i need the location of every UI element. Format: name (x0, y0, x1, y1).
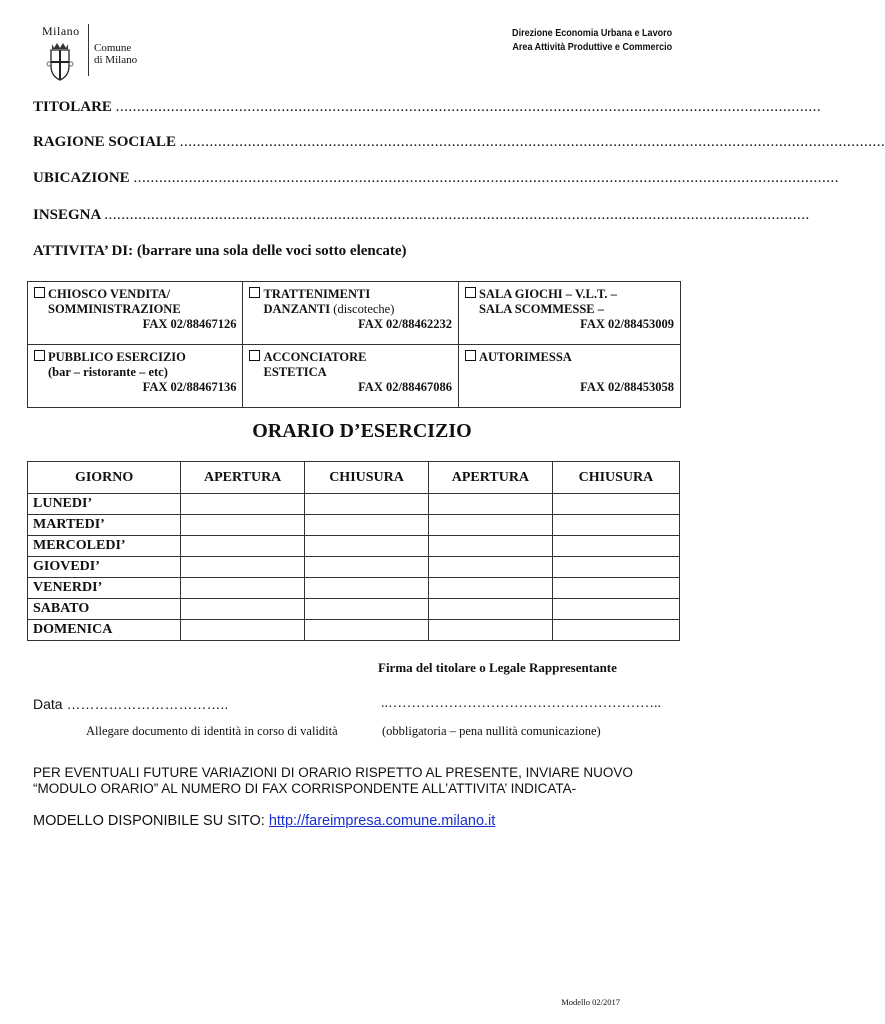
activity-fax: FAX 02/88462232 (358, 317, 452, 331)
table-row (28, 578, 680, 599)
orario-title: ORARIO D’ESERCIZIO (252, 420, 472, 442)
activity-line1: AUTORIMESSA (478, 350, 572, 364)
activity-fax: FAX 02/88467126 (142, 317, 237, 331)
time-cell[interactable] (181, 494, 305, 515)
time-cell[interactable] (305, 494, 429, 515)
time-cell[interactable] (428, 578, 552, 599)
table-row (28, 515, 680, 536)
table-row (28, 536, 680, 557)
time-cell[interactable] (552, 515, 679, 536)
activity-line2: SALA SCOMMESSE – (478, 302, 604, 316)
time-cell[interactable] (181, 620, 305, 641)
modello-version: Modello 02/2017 (561, 997, 620, 1007)
time-cell[interactable] (552, 494, 679, 515)
time-cell[interactable] (552, 620, 679, 641)
allegare-note: Allegare documento di identità in corso di validità (86, 724, 338, 738)
hours-table (27, 461, 680, 641)
ubicazione-label: UBICAZIONE (33, 170, 130, 186)
logo-comune-line1: Comune (94, 42, 132, 54)
data-field[interactable]: Data …………………………….. (33, 696, 229, 712)
time-cell[interactable] (428, 494, 552, 515)
time-cell[interactable] (428, 557, 552, 578)
activity-line2: (bar – ristorante – etc) (48, 365, 168, 379)
activity-option[interactable] (458, 282, 680, 345)
titolare-dots: ...................................................................................................................................................................... (115, 99, 822, 115)
time-cell[interactable] (181, 578, 305, 599)
logo-comune-text (94, 42, 137, 66)
day-cell: GIOVEDI’ (28, 557, 181, 578)
time-cell[interactable] (428, 620, 552, 641)
day-cell: SABATO (28, 599, 181, 620)
logo-comune-line2: di Milano (94, 54, 138, 66)
time-cell[interactable] (305, 599, 429, 620)
checkbox[interactable] (249, 350, 260, 361)
checkbox[interactable] (34, 287, 45, 298)
time-cell[interactable] (552, 536, 679, 557)
activity-option[interactable] (28, 345, 243, 408)
time-cell[interactable] (305, 578, 429, 599)
time-cell[interactable] (428, 599, 552, 620)
insegna-label: INSEGNA (33, 207, 101, 223)
time-cell[interactable] (305, 620, 429, 641)
department-header (512, 26, 672, 54)
sito-link[interactable]: http://fareimpresa.comune.milano.it (268, 813, 496, 829)
activity-line1: CHIOSCO VENDITA/ (48, 287, 171, 301)
activity-line2 (465, 365, 674, 380)
time-cell[interactable] (305, 515, 429, 536)
table-row (28, 599, 680, 620)
ragione-sociale-label: RAGIONE SOCIALE (33, 134, 176, 150)
day-cell: VENERDI’ (28, 578, 181, 599)
checkbox[interactable] (249, 287, 260, 298)
comune-milano-logo (40, 24, 150, 84)
activity-option[interactable] (28, 282, 243, 345)
activity-option[interactable] (458, 345, 680, 408)
time-cell[interactable] (181, 599, 305, 620)
table-row (28, 620, 680, 641)
checkbox[interactable] (465, 287, 476, 298)
titolare-field[interactable] (33, 99, 822, 116)
insegna-field[interactable] (33, 207, 810, 224)
activity-option[interactable] (243, 282, 458, 345)
sito-label: MODELLO DISPONIBILE SU SITO: (33, 813, 269, 829)
table-row (28, 494, 680, 515)
time-cell[interactable] (181, 557, 305, 578)
obbligatoria-note: (obbligatoria – pena nullità comunicazione) (382, 724, 601, 738)
ubicazione-field[interactable] (33, 170, 839, 187)
ragione-sociale-dots: ...................................................................................................................................................................... (179, 134, 885, 150)
time-cell[interactable] (428, 515, 552, 536)
table-row (28, 557, 680, 578)
time-cell[interactable] (552, 578, 679, 599)
checkbox[interactable] (465, 350, 476, 361)
activity-fax: FAX 02/88453009 (580, 317, 674, 331)
day-cell: DOMENICA (28, 620, 181, 641)
time-cell[interactable] (181, 515, 305, 536)
col-header-chiusura: CHIUSURA (305, 462, 429, 494)
time-cell[interactable] (305, 557, 429, 578)
activity-line1: SALA GIOCHI – V.L.T. – (478, 287, 617, 301)
activity-line1: TRATTENIMENTI (263, 287, 371, 301)
activity-option[interactable] (243, 345, 458, 408)
day-cell: MARTEDI’ (28, 515, 181, 536)
time-cell[interactable] (552, 557, 679, 578)
sito-line (33, 813, 495, 829)
col-header-apertura-2: APERTURA (428, 462, 552, 494)
insegna-dots: ...................................................................................................................................................................... (104, 207, 810, 223)
activity-line2: DANZANTI (263, 302, 331, 316)
day-cell: MERCOLEDI’ (28, 536, 181, 557)
time-cell[interactable] (181, 536, 305, 557)
logo-separator (88, 24, 89, 76)
time-cell[interactable] (305, 536, 429, 557)
variation-notice: PER EVENTUALI FUTURE VARIAZIONI DI ORARIO RISPETTO AL PRESENTE, INVIARE NUOVO “MODULO ORARIO” AL NUMERO DI FAX CORRISPONDENTE ALL’ATTIVITA’ INDICATA- (33, 765, 633, 796)
activity-line1: PUBBLICO ESERCIZIO (48, 350, 186, 364)
activity-line1: ACCONCIATORE (263, 350, 367, 364)
activity-line2: SOMMINISTRAZIONE (48, 302, 181, 316)
checkbox[interactable] (34, 350, 45, 361)
col-header-apertura: APERTURA (181, 462, 305, 494)
activity-table (27, 281, 681, 408)
hours-header-row (28, 462, 680, 494)
firma-label: Firma del titolare o Legale Rappresentante (378, 660, 617, 675)
time-cell[interactable] (428, 536, 552, 557)
activity-fax: FAX 02/88467136 (142, 380, 237, 394)
attivita-label: ATTIVITA’ DI: (barrare una sola delle voci sotto elencate) (33, 243, 407, 259)
coat-of-arms-icon (46, 42, 74, 84)
signature-line[interactable]: ..………………………………………………….. (381, 696, 661, 711)
ragione-sociale-field[interactable] (33, 134, 885, 151)
col-header-chiusura-2: CHIUSURA (552, 462, 679, 494)
ubicazione-dots: ...................................................................................................................................................................... (133, 170, 839, 186)
titolare-label: TITOLARE (33, 99, 112, 115)
logo-city-name: Milano (42, 24, 80, 38)
day-cell: LUNEDI’ (28, 494, 181, 515)
activity-line2: ESTETICA (263, 365, 327, 379)
activity-fax: FAX 02/88453058 (580, 380, 674, 394)
time-cell[interactable] (552, 599, 679, 620)
activity-fax: FAX 02/88467086 (358, 380, 452, 394)
dept-line1: Direzione Economia Urbana e Lavoro (511, 27, 672, 39)
activity-line2-extra: (discoteche) (330, 302, 395, 316)
col-header-giorno: GIORNO (28, 462, 181, 494)
dept-line2: Area Attività Produttive e Commercio (512, 41, 672, 53)
